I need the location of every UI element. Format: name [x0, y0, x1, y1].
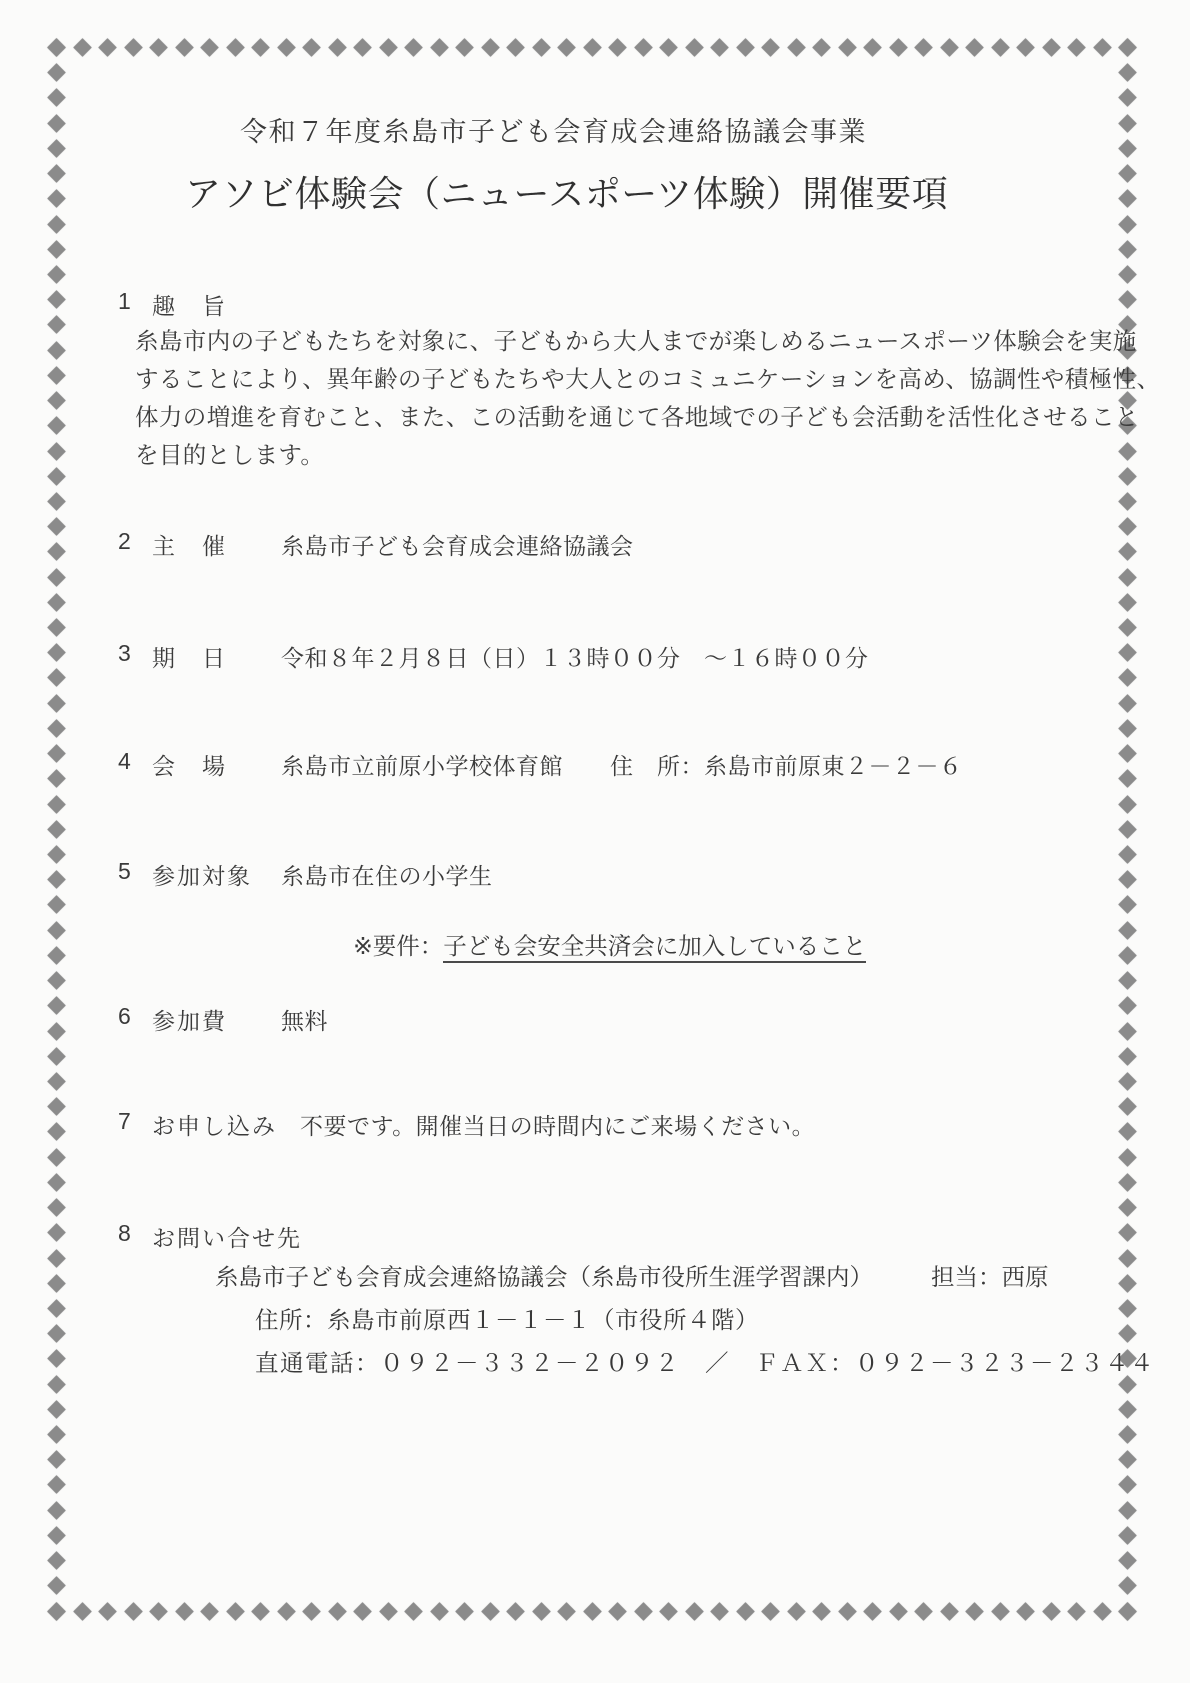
section-5-row	[118, 858, 493, 891]
section-1-paragraph-line: を目的とします。	[135, 442, 325, 468]
section-7-label: お申し込み	[152, 1113, 277, 1139]
section-3-row	[118, 640, 869, 673]
section-1-paragraph-line: 糸島市内の子どもたちを対象に、子どもから大人までが楽しめるニュースポーツ体験会を実施	[135, 328, 1137, 354]
section-3-value: 令和８年２月８日（日）１３時００分 ～１６時００分	[281, 645, 869, 671]
section-5-label: 参加対象	[152, 863, 252, 889]
section-8-organization-line	[215, 1258, 1049, 1292]
section-5-value: 糸島市在住の小学生	[281, 863, 493, 889]
border-diamonds-right	[1121, 41, 1134, 1618]
section-8-label: お問い合せ先	[152, 1225, 302, 1251]
section-1-label: 趣 旨	[152, 293, 227, 319]
section-7-number: 7	[118, 1108, 131, 1134]
section-2-row	[118, 528, 634, 561]
section-8-heading	[118, 1220, 302, 1253]
section-1-paragraph-line: することにより、異年齢の子どもたちや大人とのコミュニケーションを高め、協調性や積極性、	[135, 366, 1161, 392]
section-5-note-underlined: 子ども会安全共済会に加入していること	[443, 933, 866, 963]
section-8-contact-person: 担当：西原	[931, 1264, 1049, 1290]
section-4-label: 会 場	[152, 753, 227, 779]
section-6-value: 無料	[281, 1008, 328, 1034]
section-4-row	[118, 748, 963, 781]
section-2-label: 主 催	[152, 533, 227, 559]
section-8-phone-fax: 直通電話：０９２－３３２－２０９２ ／ ＦＡＸ：０９２－３２３－２３４４	[255, 1350, 1155, 1376]
section-6-number: 6	[118, 1003, 131, 1029]
section-5-number: 5	[118, 858, 131, 884]
section-1-paragraph-line: 体力の増進を育むこと、また、この活動を通じて各地域での子ども会活動を活性化させること	[135, 404, 1139, 430]
section-7-row	[118, 1108, 815, 1141]
section-4-number: 4	[118, 748, 131, 774]
doc-title: アソビ体験会（ニュースポーツ体験）開催要項	[185, 173, 949, 214]
section-8-organization: 糸島市子ども会育成会連絡協議会（糸島市役所生涯学習課内）	[215, 1264, 873, 1290]
section-7-value: 不要です。開催当日の時間内にご来場ください。	[300, 1113, 816, 1139]
section-4-value: 糸島市立前原小学校体育館 住 所：糸島市前原東２－２－６	[281, 753, 963, 779]
section-6-label: 参加費	[152, 1008, 227, 1034]
doc-subtitle: 令和７年度糸島市子ども会育成会連絡協議会事業	[240, 117, 867, 147]
section-1-number: 1	[118, 288, 131, 314]
border-diamonds-top	[50, 41, 1134, 54]
section-6-row	[118, 1003, 328, 1036]
border-diamonds-bottom	[50, 1605, 1134, 1618]
section-5-requirement-note	[340, 900, 866, 961]
section-5-note-prefix: ※要件：	[353, 933, 444, 959]
section-2-value: 糸島市子ども会育成会連絡協議会	[281, 533, 634, 559]
section-3-number: 3	[118, 640, 131, 666]
border-diamonds-left	[50, 41, 63, 1618]
section-3-label: 期 日	[152, 645, 227, 671]
section-1-heading	[118, 288, 281, 321]
section-8-number: 8	[118, 1220, 131, 1246]
section-2-number: 2	[118, 528, 131, 554]
section-8-address: 住所：糸島市前原西１－１－１（市役所４階）	[255, 1307, 759, 1333]
